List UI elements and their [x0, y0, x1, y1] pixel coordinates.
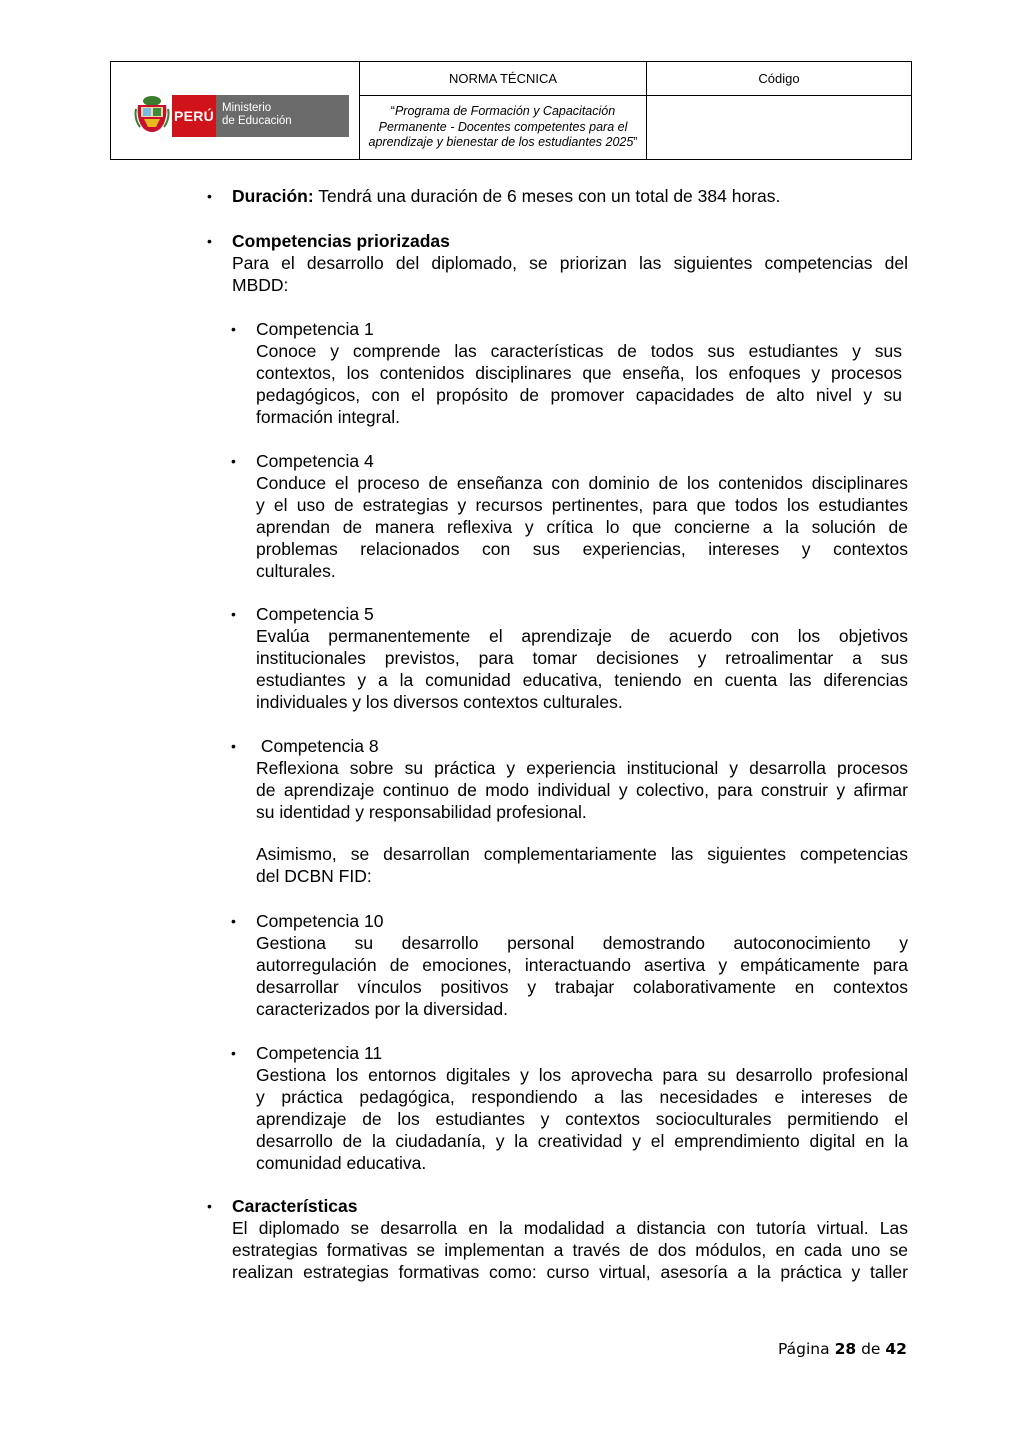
competencia-title: Competencia 11	[256, 1043, 383, 1063]
competencia-title: Competencia 1	[256, 319, 374, 339]
bullet: •	[231, 913, 236, 929]
header-logo-cell	[111, 62, 360, 159]
de-label: de	[861, 1340, 881, 1358]
competencia-title: Competencia 4	[256, 451, 374, 471]
caracteristicas-line: estrategias formativas se implementan a través de dos módulos, en cada uno se	[232, 1240, 908, 1260]
title-close-quote: ”	[633, 135, 638, 150]
duracion-label: Duración:	[232, 186, 314, 206]
competencias-section	[232, 230, 908, 296]
minedu-logo	[134, 95, 349, 137]
bullet: •	[207, 1198, 212, 1214]
codigo-label: Código	[647, 62, 911, 96]
caracteristicas-line: El diplomado se desarrolla en la modalidad a distancia con tutoría virtual. Las	[232, 1218, 908, 1238]
competencias-intro-line: Para el desarrollo del diplomado, se priorizan las siguientes competencias del	[232, 253, 908, 273]
pagina-label: Página	[778, 1340, 830, 1358]
page-number	[778, 1340, 907, 1358]
competencia-line: y el uso de estrategias y recursos pertinentes, para que todos los estudiantes	[256, 495, 908, 515]
competencia-line: desarrollar vínculos positivos y trabajar colaborativamente en contextos	[256, 977, 908, 997]
competencia-line: formación integral.	[256, 407, 400, 427]
competencia-line: comunidad educativa.	[256, 1153, 427, 1173]
codigo-value-cell	[647, 96, 911, 159]
competencia-line: aprendan de manera reflexiva y crítica lo que concierne a la solución de	[256, 517, 908, 537]
duracion-paragraph	[232, 185, 780, 207]
competencia-11-block	[256, 1042, 908, 1174]
competencia-title: Competencia 8	[256, 736, 379, 756]
bullet: •	[231, 606, 236, 622]
bullet: •	[207, 233, 212, 249]
competencia-8-block	[256, 735, 908, 823]
current-page: 28	[834, 1340, 857, 1358]
caracteristicas-line: realizan estrategias formativas como: curso virtual, asesoría a la práctica y taller	[232, 1262, 908, 1282]
competencia-line: culturales.	[256, 561, 336, 581]
norma-tecnica-label: NORMA TÉCNICA	[360, 62, 647, 96]
caracteristicas-title: Características	[232, 1196, 358, 1216]
competencia-line: estudiantes y a la comunidad educativa, teniendo en cuenta las diferencias	[256, 670, 908, 690]
competencia-title: Competencia 5	[256, 604, 374, 624]
competencia-line: problemas relacionados con sus experiencias, intereses y contextos	[256, 539, 908, 559]
competencia-line: Conduce el proceso de enseñanza con dominio de los contenidos disciplinares	[256, 473, 908, 493]
competencia-line: Evalúa permanentemente el aprendizaje de acuerdo con los objetivos	[256, 626, 908, 646]
competencia-5-block	[256, 603, 908, 713]
competencias-title: Competencias priorizadas	[232, 231, 450, 251]
duracion-text: Tendrá una duración de 6 meses con un total de 384 horas.	[313, 186, 781, 206]
competencia-4-block	[256, 450, 908, 582]
asimismo-line: del DCBN FID:	[256, 866, 372, 886]
competencia-line: Gestiona los entornos digitales y los aprovecha para su desarrollo profesional	[256, 1065, 908, 1085]
logo-ministry-line1: Ministerio	[222, 102, 272, 114]
logo-ministry-line2: de Educación	[222, 115, 292, 127]
logo-country-label: PERÚ	[172, 95, 216, 137]
competencia-title: Competencia 10	[256, 911, 384, 931]
document-header-table	[110, 61, 912, 160]
bullet: •	[231, 738, 236, 754]
competencia-line: Conoce y comprende las características de todos sus estudiantes y sus	[256, 341, 902, 361]
competencia-line: caracterizados por la diversidad.	[256, 999, 508, 1019]
competencias-intro-line: MBDD:	[232, 275, 289, 295]
caracteristicas-section	[232, 1195, 908, 1283]
asimismo-paragraph	[256, 843, 908, 887]
competencia-line: Reflexiona sobre su práctica y experiencia institucional y desarrolla procesos	[256, 758, 908, 778]
bullet: •	[207, 188, 212, 204]
competencia-line: de aprendizaje continuo de modo individual y colectivo, para construir y afirmar	[256, 780, 908, 800]
competencia-line: y práctica pedagógica, respondiendo a las necesidades e intereses de	[256, 1087, 908, 1107]
competencia-line: pedagógicos, con el propósito de promover capacidades de alto nivel y su	[256, 385, 902, 405]
bullet: •	[231, 453, 236, 469]
competencia-line: contextos, los contenidos disciplinares que enseña, los enfoques y procesos	[256, 363, 902, 383]
program-title-cell	[360, 96, 647, 159]
competencia-line: Gestiona su desarrollo personal demostrando autoconocimiento y	[256, 933, 908, 953]
bullet: •	[231, 1045, 236, 1061]
competencia-line: aprendizaje de los estudiantes y contextos socioculturales permitiendo el	[256, 1109, 908, 1129]
peru-coat-of-arms-icon	[134, 95, 170, 137]
total-pages: 42	[885, 1340, 907, 1358]
competencia-line: institucionales previstos, para tomar decisiones y retroalimentar a sus	[256, 648, 908, 668]
competencia-line: individuales y los diversos contextos culturales.	[256, 692, 623, 712]
bullet: •	[231, 321, 236, 337]
competencia-line: autorregulación de emociones, interactuando asertiva y empáticamente para	[256, 955, 908, 975]
competencia-line: desarrollo de la ciudadanía, y la creatividad y el emprendimiento digital en la	[256, 1131, 908, 1151]
title-open-quote: “	[390, 104, 395, 119]
logo-ministry-label	[216, 95, 349, 137]
program-title: Programa de Formación y Capacitación Permanente - Docentes competentes para el aprendizaje y bienestar de los estudiantes 2025	[368, 104, 634, 150]
competencia-1-block	[256, 318, 902, 428]
competencia-10-block	[256, 910, 908, 1020]
competencia-line: su identidad y responsabilidad profesional.	[256, 802, 587, 822]
asimismo-line: Asimismo, se desarrollan complementariamente las siguientes competencias	[256, 844, 908, 864]
